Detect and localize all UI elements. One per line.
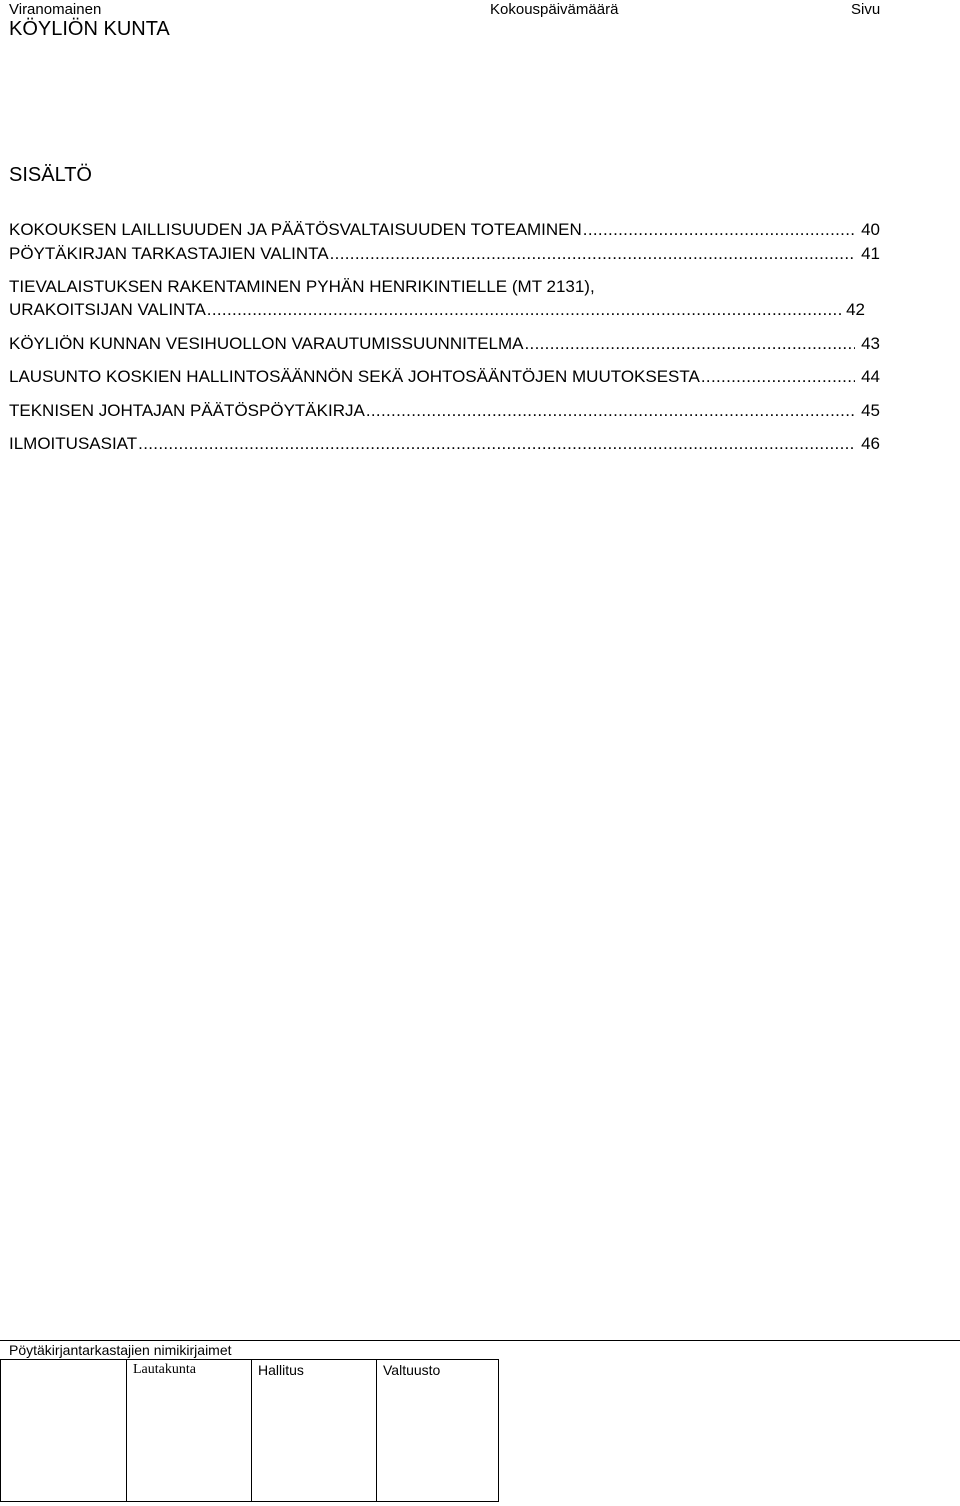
toc-title: SISÄLTÖ — [9, 164, 92, 186]
signatures-label: Pöytäkirjantarkastajien nimikirjaimet — [9, 1342, 232, 1358]
table-of-contents — [9, 218, 880, 456]
toc-entry-page: 41 — [861, 243, 880, 263]
signature-column-divider — [126, 1360, 127, 1502]
signature-table — [0, 1359, 499, 1502]
toc-entry[interactable] — [9, 298, 880, 322]
toc-leader-dots — [366, 399, 855, 423]
municipality-name: KÖYLIÖN KUNTA — [9, 18, 170, 40]
toc-entry-text: KOKOUKSEN LAILLISUUDEN JA PÄÄTÖSVALTAISUUDEN TOTEAMINEN — [9, 220, 582, 239]
toc-entry[interactable] — [9, 399, 880, 423]
signature-table-border — [0, 1360, 1, 1502]
toc-entry-page: 42 — [846, 300, 865, 319]
signature-column-divider — [251, 1360, 252, 1502]
footer-divider — [0, 1340, 960, 1341]
toc-leader-dots — [138, 432, 855, 456]
signature-column-valtuusto: Valtuusto — [383, 1362, 441, 1378]
toc-entry-text: ILMOITUSASIAT — [9, 434, 138, 453]
toc-leader-dots — [583, 218, 855, 242]
toc-leader-dots — [701, 365, 855, 389]
toc-entry-text-line1: TIEVALAISTUKSEN RAKENTAMINEN PYHÄN HENRIKINTIELLE (MT 2131), — [9, 277, 595, 296]
toc-entry-text: KÖYLIÖN KUNNAN VESIHUOLLON VARAUTUMISSUUNNITELMA — [9, 333, 524, 353]
toc-entry-text: PÖYTÄKIRJAN TARKASTAJIEN VALINTA — [9, 243, 329, 263]
toc-entry-text: URAKOITSIJAN VALINTA — [9, 300, 206, 319]
toc-leader-dots — [330, 242, 855, 266]
toc-entry[interactable] — [9, 432, 880, 456]
toc-entry-page: 43 — [861, 333, 880, 353]
signature-column-hallitus: Hallitus — [258, 1362, 304, 1378]
toc-entry[interactable] — [9, 218, 880, 242]
toc-entry[interactable] — [9, 242, 880, 266]
signature-column-divider — [376, 1360, 377, 1502]
toc-entry[interactable] — [9, 332, 880, 356]
signature-column-lautakunta: Lautakunta — [133, 1362, 196, 1377]
toc-entry-text: LAUSUNTO KOSKIEN HALLINTOSÄÄNNÖN SEKÄ JOHTOSÄÄNTÖJEN MUUTOKSESTA — [9, 367, 700, 386]
toc-entry-first-line[interactable] — [9, 275, 880, 298]
toc-leader-dots — [207, 298, 844, 322]
toc-entry-text: TEKNISEN JOHTAJAN PÄÄTÖSPÖYTÄKIRJA — [9, 400, 365, 420]
toc-entry-page: 45 — [861, 400, 880, 420]
toc-leader-dots — [525, 332, 856, 356]
page-number-label: Sivu — [851, 1, 881, 18]
meeting-date-label: Kokouspäivämäärä — [490, 1, 619, 18]
signature-table-bottom — [0, 1501, 499, 1502]
toc-entry[interactable] — [9, 365, 880, 389]
toc-entry-page: 44 — [861, 367, 880, 386]
authority-label: Viranomainen — [9, 1, 102, 18]
toc-entry-page: 46 — [861, 434, 880, 453]
toc-entry-page: 40 — [861, 220, 880, 239]
